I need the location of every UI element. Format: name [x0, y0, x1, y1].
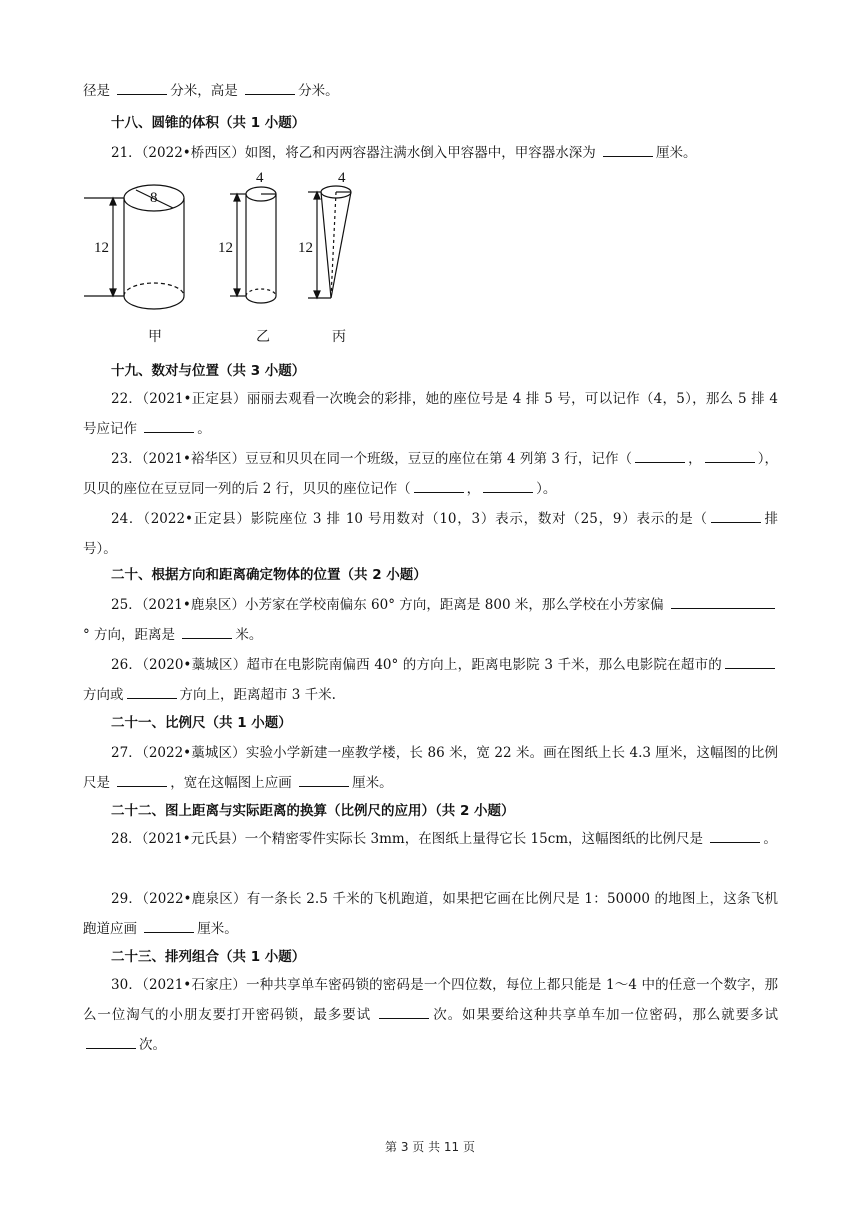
answer-blank [603, 144, 653, 157]
question-29: 29．（2022•鹿泉区）有一条长 2.5 千米的飞机跑道，如果把它画在比例尺是 1：50000 的地图上，这条飞机跑道应画 厘米。 [83, 891, 778, 937]
question-26: 26．（2020•藁城区）超市在电影院南偏西 40° 的方向上，距离电影院 3 千米，那么电影院在超市的方向或 方向上，距离超市 3 千米. [83, 650, 778, 710]
question-22: 22．（2021•正定县）丽丽去观看一次晚会的彩排，她的座位号是 4 排 5 号，可以记作（4，5），那么 5 排 4 号应记作 。 [83, 391, 778, 437]
cylinder-cone-figure [80, 168, 380, 348]
answer-blank [711, 510, 761, 523]
question-23: 23．（2021•裕华区）豆豆和贝贝在同一个班级，豆豆的座位在第 4 列第 3 行，记作（ ， ），贝贝的座位在豆豆同一列的后 2 行，贝贝的座位记作（ ， ）。 [83, 451, 779, 497]
jia-diameter-label: 8 [150, 190, 158, 206]
label-bing: 丙 [332, 329, 346, 345]
question-24: 24．（2022•正定县）影院座位 3 排 10 号用数对（10，3）表示，数对（25，9）表示的是（ 排号）。 [83, 511, 779, 557]
answer-blank [635, 450, 685, 463]
answer-blank [710, 830, 760, 843]
label-yi: 乙 [256, 329, 270, 345]
answer-blank [414, 480, 464, 493]
answer-blank [117, 774, 167, 787]
answer-blank [483, 480, 533, 493]
bing-diameter-label: 4 [338, 170, 346, 186]
answer-blank [144, 420, 194, 433]
continued-question: 径是 分米，高是 分米。 [83, 83, 339, 99]
section-heading-22: 二十二、图上距离与实际距离的换算（比例尺的应用）（共 2 小题） [111, 803, 515, 819]
question-28: 28．（2021•元氏县）一个精密零件实际长 3mm，在图纸上量得它长 15cm，这幅图纸的比例尺是 。 [111, 831, 777, 847]
label-jia: 甲 [148, 329, 162, 345]
section-heading-23: 二十三、排列组合（共 1 小题） [111, 949, 306, 965]
section-heading-19: 十九、数对与位置（共 3 小题） [111, 363, 306, 379]
jia-height-label: 12 [94, 240, 109, 256]
section-heading-18: 十八、圆锥的体积（共 1 小题） [111, 115, 306, 131]
answer-blank [705, 450, 755, 463]
answer-blank [127, 686, 177, 699]
question-30: 30．（2021•石家庄）一种共享单车密码锁的密码是一个四位数，每位上都只能是 1～4 中的任意一个数字，那么一位淘气的小朋友要打开密码锁，最多要试 次。如果要给这种共享单车加一位密码，那么就要多试 次。 [83, 977, 779, 1053]
answer-blank [86, 1036, 136, 1049]
section-heading-20: 二十、根据方向和距离确定物体的位置（共 2 小题） [111, 567, 427, 583]
section-heading-21: 二十一、比例尺（共 1 小题） [111, 715, 292, 731]
containers-diagram [80, 168, 380, 348]
question-21: 21．（2022•桥西区）如图，将乙和丙两容器注满水倒入甲容器中，甲容器水深为 厘米。 [111, 145, 697, 161]
yi-height-label: 12 [218, 240, 233, 256]
answer-blank [245, 82, 295, 95]
answer-blank [182, 626, 232, 639]
bing-height-label: 12 [298, 240, 313, 256]
page-footer: 第 3 页 共 11 页 [385, 1140, 475, 1154]
answer-blank [117, 82, 167, 95]
answer-blank [725, 656, 775, 669]
answer-blank [379, 1006, 429, 1019]
answer-blank [299, 774, 349, 787]
answer-blank [671, 596, 775, 609]
question-25: 25．（2021•鹿泉区）小芳家在学校南偏东 60° 方向，距离是 800 米，那么学校在小芳家偏 ° 方向，距离是 米。 [83, 590, 778, 650]
yi-diameter-label: 4 [256, 170, 264, 186]
answer-blank [144, 920, 194, 933]
question-27: 27．（2022•藁城区）实验小学新建一座教学楼，长 86 米，宽 22 米。画在图纸上长 4.3 厘米，这幅图的比例尺是 ，宽在这幅图上应画 厘米。 [83, 745, 778, 791]
